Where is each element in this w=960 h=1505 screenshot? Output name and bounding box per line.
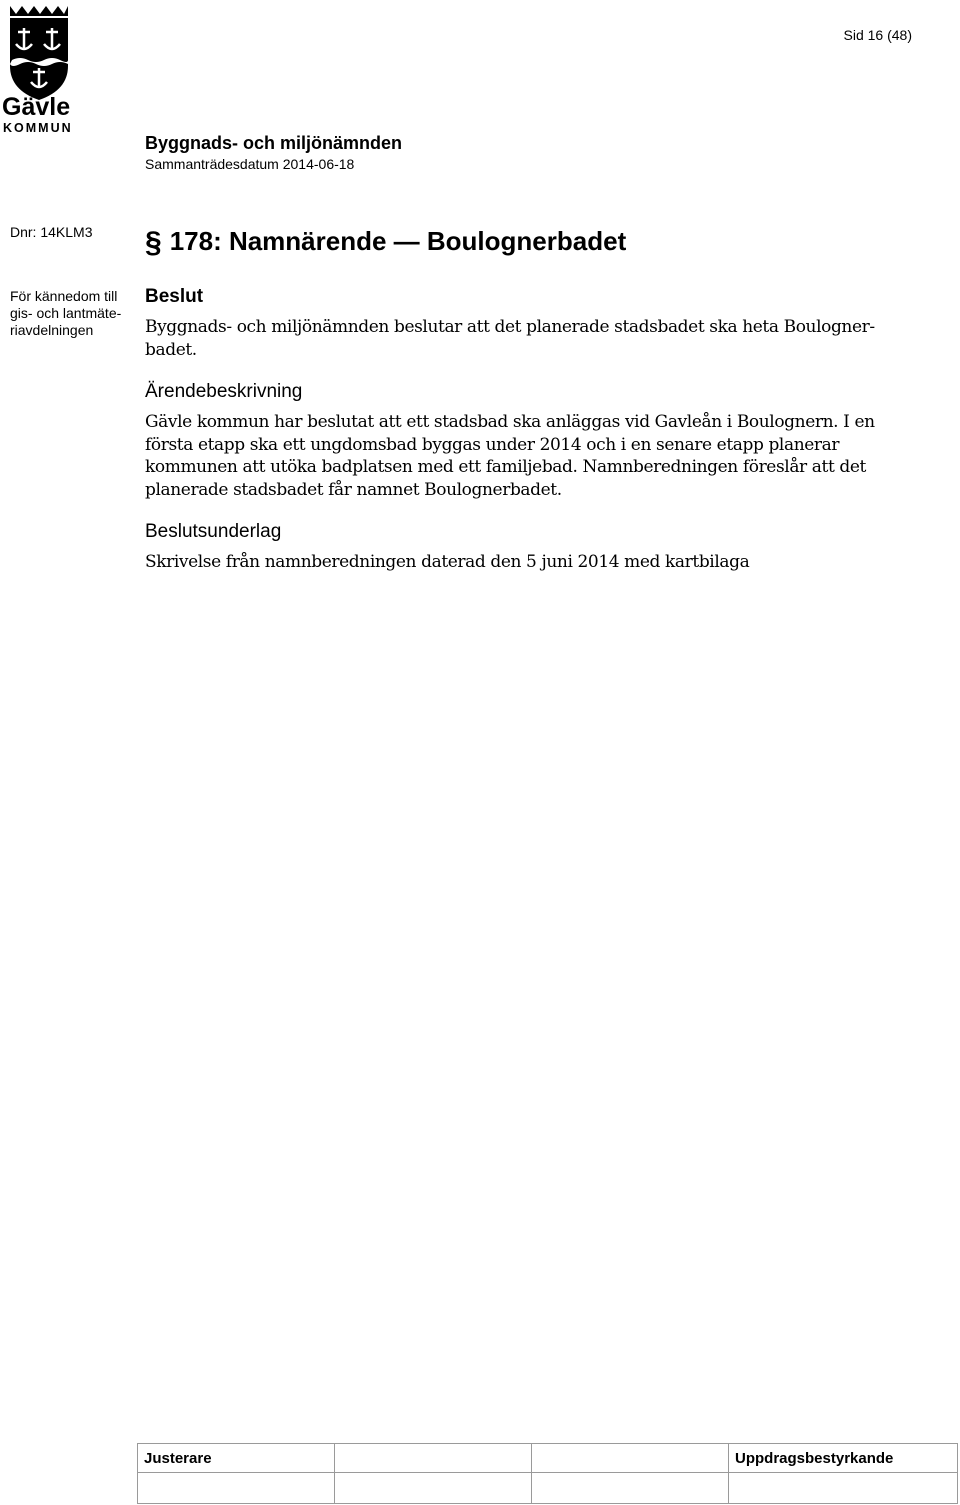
beslut-line: Byggnads- och miljönämnden beslutar att det planerade stadsbadet ska heta Boulogner- [145, 317, 875, 337]
signature-cell [532, 1444, 729, 1473]
notice-line: För kännedom till [10, 288, 118, 304]
signature-cell [138, 1473, 335, 1504]
signature-cell [335, 1444, 532, 1473]
notice-line: gis- och lantmäte- [10, 305, 122, 321]
signature-cell [335, 1473, 532, 1504]
uppdragsbestyrkande-label: Uppdragsbestyrkande [729, 1444, 958, 1473]
signature-table [137, 1443, 958, 1504]
dnr-label: Dnr: 14KLM3 [10, 224, 93, 240]
case-title [145, 224, 626, 258]
case-content [145, 286, 905, 594]
arendebeskrivning-heading: Ärendebeskrivning [145, 381, 303, 402]
logo-name: Gävle [2, 93, 71, 121]
justerare-label: Justerare [138, 1444, 335, 1473]
distribution-notice [10, 288, 135, 339]
beslut-line: badet. [145, 339, 197, 360]
gavle-kommun-logo [2, 2, 76, 134]
beslutsunderlag-heading: Beslutsunderlag [145, 521, 282, 542]
arendebeskrivning-text [145, 411, 905, 501]
signature-cell [729, 1473, 958, 1504]
meeting-date: Sammanträdesdatum 2014-06-18 [145, 156, 355, 172]
beslutsunderlag-text [145, 551, 905, 574]
beslut-heading: Beslut [145, 286, 204, 307]
committee-name: Byggnads- och miljönämnden [145, 133, 403, 153]
arendebeskrivning-line: Gävle kommun har beslutat att ett stadsbad ska anläggas vid Gavleån i Boulognern. I en [145, 412, 875, 432]
arendebeskrivning-line: planerade stadsbadet får namnet Boulognerbadet. [145, 479, 562, 500]
page-number: Sid 16 (48) [843, 27, 912, 43]
case-title-text: 178: Namnärende — Boulognerbadet [169, 226, 627, 256]
signature-cell [532, 1473, 729, 1504]
beslutsunderlag-line: Skrivelse från namnberedningen daterad den 5 juni 2014 med kartbilaga [145, 552, 750, 572]
notice-line: riavdelningen [10, 322, 94, 338]
logo-subtitle: KOMMUN [3, 121, 73, 134]
arendebeskrivning-line: kommunen att utöka badplatsen med ett familjebad. Namnberedningen föreslår att det [145, 457, 866, 477]
gavle-coat-of-arms-icon [2, 2, 76, 134]
beslut-text [145, 316, 905, 361]
section-symbol: § [145, 226, 162, 259]
arendebeskrivning-line: första etapp ska ett ungdomsbad byggas under 2014 och i en senare etapp planerar [145, 434, 840, 455]
